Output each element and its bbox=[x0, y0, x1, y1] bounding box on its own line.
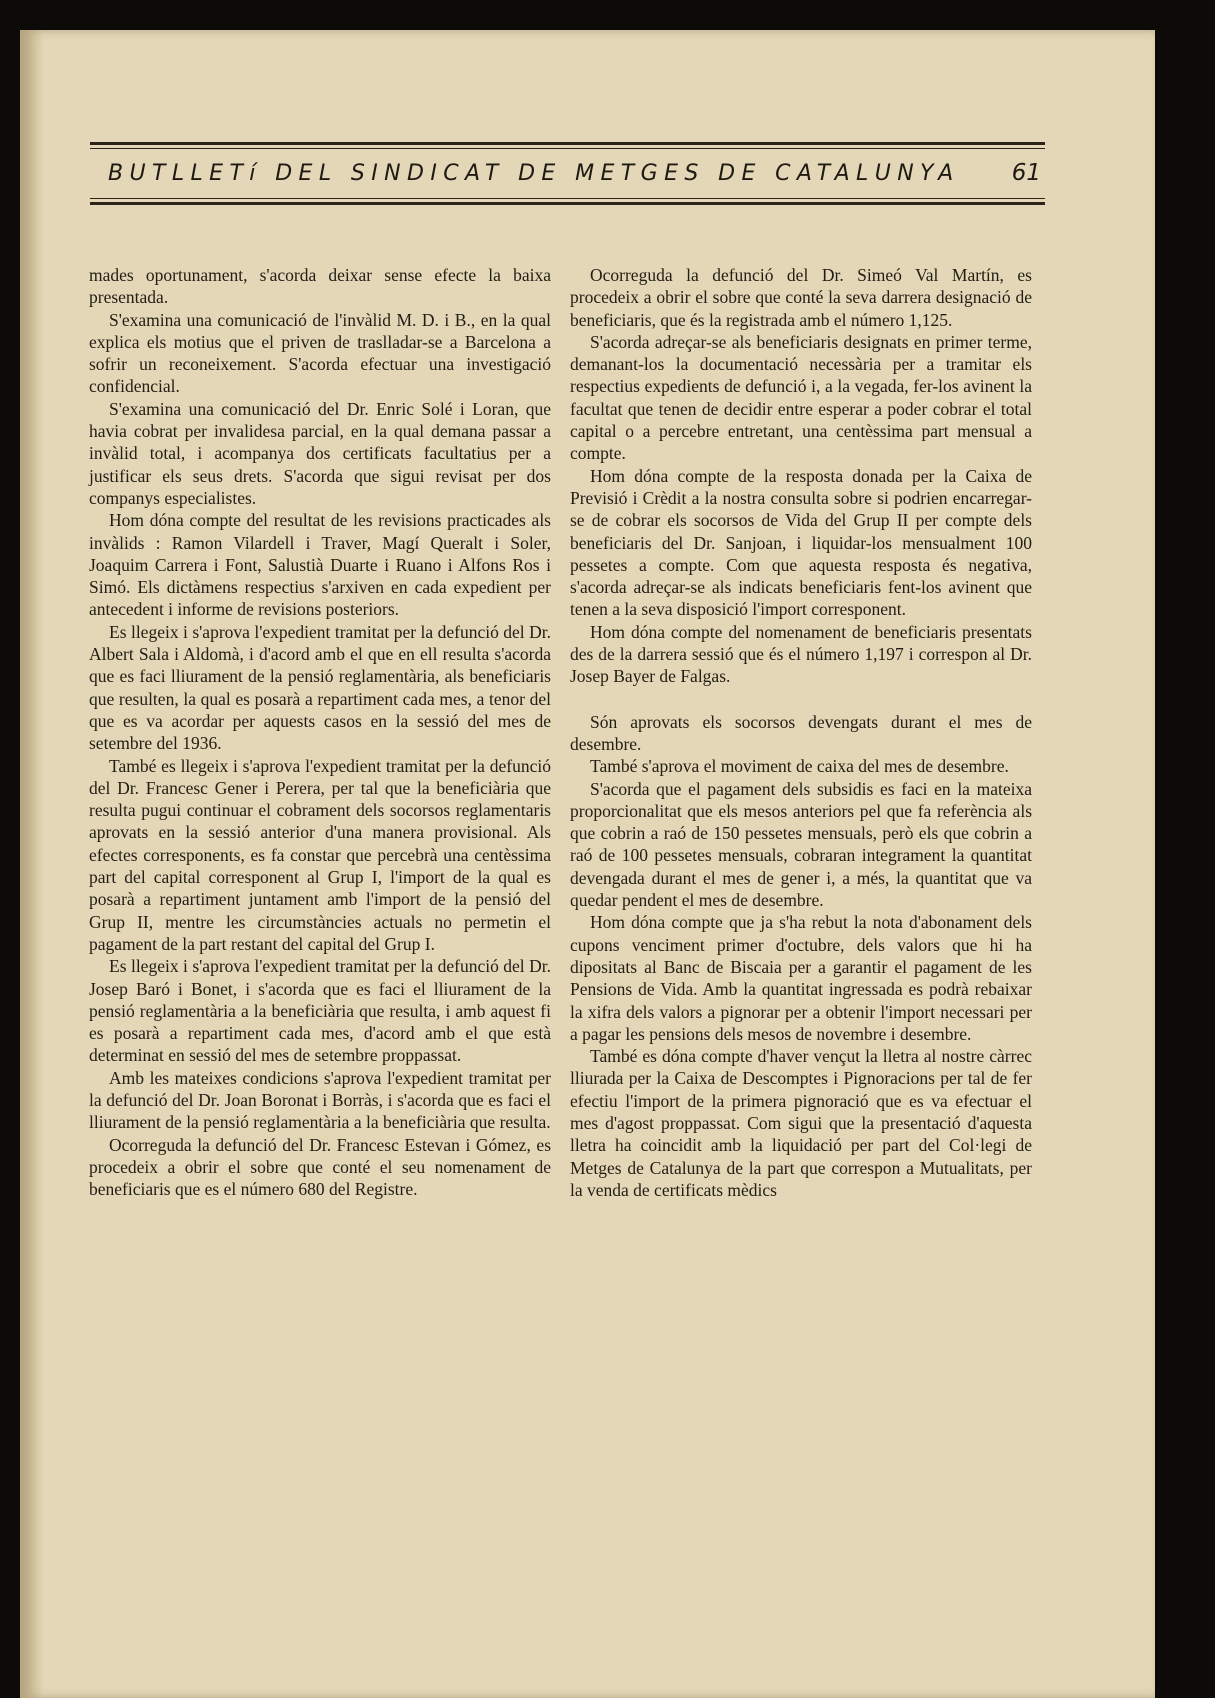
running-header bbox=[90, 148, 1045, 198]
paragraph: Es llegeix i s'aprova l'expedient tramitat per la defunció del Dr. Josep Baró i Bonet, i s'acorda que es faci el lliurament de la pensió reglamentària a la beneficiària que resulta, i amb aquest fi es posarà a repartiment cada mes, d'acord amb el que està determinat en sessió del mes de setembre proppassat. bbox=[89, 956, 551, 1066]
document-page bbox=[20, 30, 1155, 1698]
right-column bbox=[570, 264, 1032, 1201]
header-rule-top bbox=[90, 142, 1045, 145]
paragraph: S'examina una comunicació de l'invàlid M. D. i B., en la qual explica els motius que el priven de traslladar-se a Barcelona a sofrir un reconeixement. S'acorda efectuar una investigació confidencial. bbox=[89, 309, 551, 397]
header-rule-bottom bbox=[90, 202, 1045, 205]
paragraph: També s'aprova el moviment de caixa del mes de desembre. bbox=[590, 756, 1009, 777]
paragraph: Hom dóna compte del nomenament de beneficiaris presentats des de la darrera sessió que és el número 1,197 i correspon al Dr. Josep Bayer de Falgas. bbox=[570, 621, 1032, 687]
paragraph: També es llegeix i s'aprova l'expedient tramitat per la defunció del Dr. Francesc Gener i Perera, per tal que la beneficiària que resulta pugui continuar el cobrament dels socorsos reglamentaris aprovats en la sessió anterior d'una manera provisional. Als efectes corresponents, es fa constar que percebrà una centèssima part del capital corresponent al Grup I, l'import de la qual es posarà a repartiment juntament amb l'import de la pensió del Grup II, mentre les circumstàncies actuals no permetin el pagament de la part restant del capital del Grup I. bbox=[89, 755, 551, 954]
paragraph: Es llegeix i s'aprova l'expedient tramitat per la defunció del Dr. Albert Sala i Aldomà, i d'acord amb el que en ell resulta s'acorda que es faci lliurament de la pensió reglamentària, als beneficiaris que resulten, la qual es posarà a repartiment cada mes, a tenor del que es va acordar per aquests casos en la sessió del mes de setembre del 1936. bbox=[89, 621, 551, 754]
page-number: 61 bbox=[1011, 160, 1041, 186]
paragraph: Hom dóna compte del resultat de les revisions practicades als invàlids : Ramon Vilardell i Traver, Magí Queralt i Soler, Joaquim Carrera i Font, Salustià Duarte i Ruano i Alfons Ros i Simó. Els dictàmens respectius s'arxiven en cada expedient per antecedent i informe de revisions posteriors. bbox=[89, 510, 551, 620]
paragraph: Hom dóna compte que ja s'ha rebut la nota d'abonament dels cupons venciment primer d'octubre, dels valors que hi ha dipositats al Banc de Biscaia per a garantir el pagament de les Pensions de Vida. Amb la quantitat ingressada es podrà rebaixar la xifra dels valors a pignorar per a obtenir l'import necessari per a pagar les pensions dels mesos de novembre i desembre. bbox=[570, 912, 1032, 1044]
paragraph: Són aprovats els socorsos devengats durant el mes de desembre. bbox=[570, 711, 1032, 754]
paragraph: S'acorda adreçar-se als beneficiaris designats en primer terme, demanant-los la documentació necessària per a tramitar els respectius expedients de defunció i, a la vegada, fer-los avinent la facultat que tenen de decidir entre esperar a poder cobrar el total capital o a percebre entretant, una centèssima part mensual a compte. bbox=[570, 331, 1032, 464]
paragraph: Hom dóna compte de la resposta donada per la Caixa de Previsió i Crèdit a la nostra consulta sobre si podrien encarregar-se de cobrar els socorsos de Vida del Grup II per compte dels beneficiaris del Dr. Sanjoan, i liquidar-los mensualment 100 pessetes a compte. Com que aquesta resposta és negativa, s'acorda adreçar-se als indicats beneficiaris fent-los avinent que tenen a la seva disposició l'import corresponent. bbox=[570, 465, 1032, 620]
paragraph: Amb les mateixes condicions s'aprova l'expedient tramitat per la defunció del Dr. Joan Boronat i Borràs, i s'acorda que es faci el lliurament de la pensió reglamentària a la beneficiària que resulta. bbox=[89, 1067, 551, 1133]
paragraph: Ocorreguda la defunció del Dr. Simeó Val Martín, es procedeix a obrir el sobre que conté la seva darrera designació de beneficiaris, que és la registrada amb el número 1,125. bbox=[570, 265, 1032, 330]
paragraph: mades oportunament, s'acorda deixar sense efecte la baixa presentada. bbox=[89, 265, 551, 308]
paragraph: També es dóna compte d'haver vençut la lletra al nostre càrrec lliurada per la Caixa de Descomptes i Pignoracions per tal de fer efectiu l'import de la primera pignoració que es va efectuar el mes d'agost proppassat. Com sigui que la presentació d'aquesta lletra ha coincidit amb la liquidació per part del Col·legi de Metges de Catalunya de la part que correspon a Mutualitats, per la venda de certificats mèdics bbox=[570, 1046, 1032, 1200]
paragraph: Ocorreguda la defunció del Dr. Francesc Estevan i Gómez, es procedeix a obrir el sobre que conté el seu nomenament de beneficiaris que es el número 680 del Registre. bbox=[89, 1134, 551, 1200]
left-column bbox=[89, 264, 551, 1200]
header-rule-bottom-thin bbox=[90, 198, 1045, 199]
section-gap bbox=[570, 688, 1032, 711]
binding-shadow bbox=[20, 30, 44, 1698]
paragraph: S'examina una comunicació del Dr. Enric Solé i Loran, que havia cobrat per invalidesa parcial, en la qual demana passar a invàlid total, i acompanya dos certificats facultatius per a justificar els seus drets. S'acorda que sigui revisat per dos companys especialistes. bbox=[89, 398, 551, 508]
paragraph: S'acorda que el pagament dels subsidis es faci en la mateixa proporcionalitat que els mesos anteriors pel que fa referència als que cobrin a raó de 150 pessetes mensuals, però els que cobrin a raó de 100 pessetes mensuals, cobraran integrament la quantitat devengada durant el mes de gener i, a més, la quantitat que va quedar pendent el mes de desembre. bbox=[570, 778, 1032, 911]
journal-title: BUTLLETí DEL SINDICAT DE METGES DE CATALUNYA bbox=[108, 161, 960, 186]
